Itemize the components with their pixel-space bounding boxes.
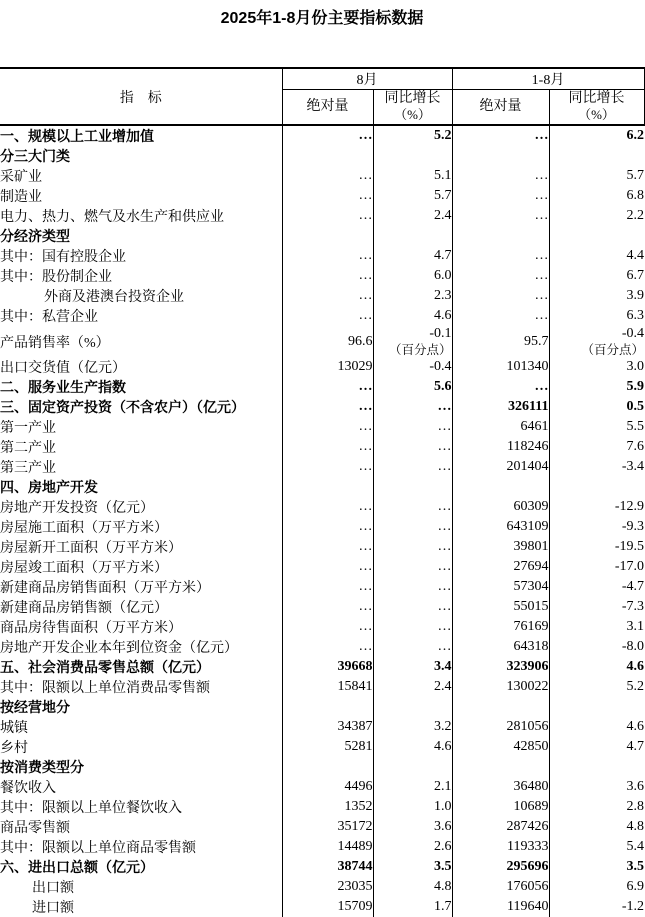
indicator-label: 其中：限额以上单位商品零售额 <box>0 837 282 857</box>
cum-absolute-value: 64318 <box>452 637 549 657</box>
table-row <box>0 537 644 557</box>
aug-yoy-value: … <box>373 517 452 537</box>
cum-yoy-value: 4.8 <box>626 819 645 835</box>
indicator-label: 按经营地分 <box>0 697 282 717</box>
table-row <box>0 617 644 637</box>
aug-yoy-value: 5.6 <box>373 377 452 397</box>
table-row <box>0 286 644 306</box>
aug-yoy-value <box>373 757 452 777</box>
cum-absolute-value <box>452 146 549 166</box>
table-row <box>0 817 644 837</box>
cum-absolute-value: … <box>452 306 549 326</box>
header-august-absolute: 绝对量 <box>282 90 373 126</box>
table-row <box>0 837 644 857</box>
indicator-label: 商品房待售面积（万平方米） <box>0 617 282 637</box>
aug-absolute-value <box>282 226 373 246</box>
indicator-label: 进口额 <box>0 897 282 917</box>
table-row <box>0 326 644 357</box>
table-row <box>0 397 644 417</box>
cum-absolute-value: 201404 <box>452 457 549 477</box>
cum-yoy-value: -3.4 <box>621 459 645 475</box>
aug-yoy-value: 2.6 <box>373 837 452 857</box>
indicator-label: 一、规模以上工业增加值 <box>0 125 282 146</box>
table-row <box>0 677 644 697</box>
table-row <box>0 857 644 877</box>
header-group-august: 8月 <box>282 68 452 90</box>
indicator-label: 六、进出口总额（亿元） <box>0 857 282 877</box>
aug-yoy-value: 3.5 <box>373 857 452 877</box>
indicator-label: 新建商品房销售额（亿元） <box>0 597 282 617</box>
cum-yoy-value: 5.5 <box>626 419 645 435</box>
indicator-label: 四、房地产开发 <box>0 477 282 497</box>
indicator-label: 五、社会消费品零售总额（亿元） <box>0 657 282 677</box>
aug-absolute-value: 23035 <box>282 877 373 897</box>
cum-yoy-value: 4.4 <box>626 248 645 263</box>
aug-absolute-value: … <box>282 537 373 557</box>
aug-absolute-value: … <box>282 457 373 477</box>
aug-yoy-value: 2.1 <box>373 777 452 797</box>
cum-yoy-value: -19.5 <box>614 539 645 555</box>
aug-yoy-value: 4.6 <box>373 737 452 757</box>
cum-absolute-value: 295696 <box>452 857 549 877</box>
table-header <box>0 68 644 125</box>
cum-absolute-value <box>452 697 549 717</box>
cum-yoy-value: -9.3 <box>621 519 645 535</box>
cum-absolute-value: 57304 <box>452 577 549 597</box>
table-row <box>0 246 644 266</box>
cum-absolute-value: 119333 <box>452 837 549 857</box>
table-row <box>0 637 644 657</box>
aug-yoy-value: 4.7 <box>373 246 452 266</box>
indicator-label: 乡村 <box>0 737 282 757</box>
unit-note: （百分点） <box>388 342 452 357</box>
cum-absolute-value: … <box>452 206 549 226</box>
aug-absolute-value: … <box>282 437 373 457</box>
aug-absolute-value: … <box>282 246 373 266</box>
cum-yoy-value <box>549 697 644 717</box>
table-row <box>0 517 644 537</box>
aug-yoy-value: 4.6 <box>373 306 452 326</box>
aug-absolute-value <box>282 757 373 777</box>
cum-absolute-value: … <box>452 266 549 286</box>
table-row <box>0 877 644 897</box>
aug-yoy-value: … <box>373 437 452 457</box>
indicator-label: 第一产业 <box>0 417 282 437</box>
table-row <box>0 657 644 677</box>
indicator-label: 产品销售率（%） <box>0 326 282 357</box>
table-row <box>0 717 644 737</box>
aug-absolute-value: 34387 <box>282 717 373 737</box>
aug-yoy-value: -0.4 <box>373 357 452 377</box>
aug-yoy-value: 2.3 <box>373 286 452 306</box>
aug-yoy-value: … <box>373 497 452 517</box>
page-title: 2025年1-8月份主要指标数据 <box>220 10 424 27</box>
aug-yoy-value: 1.7 <box>373 897 452 917</box>
aug-yoy-value <box>373 326 452 357</box>
aug-absolute-value: … <box>282 497 373 517</box>
header-indicator: 指 标 <box>0 68 282 125</box>
cum-absolute-value: 27694 <box>452 557 549 577</box>
cum-absolute-value: 76169 <box>452 617 549 637</box>
aug-absolute-value: … <box>282 637 373 657</box>
aug-absolute-value: 4496 <box>282 777 373 797</box>
cum-yoy-value: -8.0 <box>621 639 645 655</box>
table-row <box>0 226 644 246</box>
aug-absolute-value <box>282 697 373 717</box>
aug-absolute-value: 15709 <box>282 897 373 917</box>
indicator-label: 其中：股份制企业 <box>0 266 282 286</box>
cum-absolute-value: … <box>452 286 549 306</box>
aug-yoy-value: 2.4 <box>373 677 452 697</box>
aug-yoy-value: … <box>373 537 452 557</box>
indicator-label: 第三产业 <box>0 457 282 477</box>
table-row <box>0 697 644 717</box>
table-row <box>0 125 644 146</box>
aug-absolute-value: … <box>282 517 373 537</box>
cum-absolute-value: 95.7 <box>452 326 549 357</box>
indicator-label: 房屋施工面积（万平方米） <box>0 517 282 537</box>
cum-absolute-value: 130022 <box>452 677 549 697</box>
cum-yoy-value: 5.9 <box>626 379 645 395</box>
aug-yoy-value <box>373 226 452 246</box>
aug-absolute-value: … <box>282 417 373 437</box>
aug-absolute-value: 35172 <box>282 817 373 837</box>
cum-absolute-value: 281056 <box>452 717 549 737</box>
aug-absolute-value: 1352 <box>282 797 373 817</box>
indicator-label: 分经济类型 <box>0 226 282 246</box>
cum-absolute-value <box>452 477 549 497</box>
cum-absolute-value: 36480 <box>452 777 549 797</box>
aug-absolute-value <box>282 477 373 497</box>
indicator-label: 制造业 <box>0 186 282 206</box>
table-row <box>0 597 644 617</box>
indicator-label: 房地产开发企业本年到位资金（亿元） <box>0 637 282 657</box>
indicator-label: 分三大门类 <box>0 146 282 166</box>
cum-yoy-value <box>549 757 644 777</box>
table-row <box>0 577 644 597</box>
cum-yoy-value <box>549 477 644 497</box>
cum-absolute-value: … <box>452 125 549 146</box>
aug-yoy-value: … <box>373 417 452 437</box>
aug-absolute-value: … <box>282 557 373 577</box>
cum-absolute-value: … <box>452 246 549 266</box>
table-row <box>0 557 644 577</box>
cum-yoy-value <box>549 226 644 246</box>
aug-yoy-value: … <box>373 557 452 577</box>
header-august-yoy <box>373 90 452 126</box>
cum-absolute-value: 323906 <box>452 657 549 677</box>
indicator-label: 按消费类型分 <box>0 757 282 777</box>
header-jan-aug-yoy-unit: （%） <box>578 106 615 122</box>
table-row <box>0 166 644 186</box>
cum-yoy-value: 5.2 <box>626 679 645 695</box>
cum-absolute-value: 119640 <box>452 897 549 917</box>
cum-yoy-value: 6.3 <box>626 308 645 323</box>
cum-absolute-value: 39801 <box>452 537 549 557</box>
header-august-yoy-label: 同比增长 <box>384 91 441 107</box>
table-row <box>0 146 644 166</box>
aug-absolute-value: … <box>282 377 373 397</box>
table-row <box>0 186 644 206</box>
aug-absolute-value: … <box>282 186 373 206</box>
cum-absolute-value: 101340 <box>452 357 549 377</box>
cum-yoy-value: 2.8 <box>626 799 645 815</box>
aug-absolute-value: 14489 <box>282 837 373 857</box>
cum-yoy-value: 2.2 <box>626 208 645 223</box>
aug-absolute-value: 15841 <box>282 677 373 697</box>
aug-yoy-value: 2.4 <box>373 206 452 226</box>
aug-yoy-value: 5.1 <box>373 166 452 186</box>
indicator-label: 其中：限额以上单位消费品零售额 <box>0 677 282 697</box>
aug-yoy-value <box>373 697 452 717</box>
aug-yoy-value: 5.7 <box>373 186 452 206</box>
indicator-label: 城镇 <box>0 717 282 737</box>
cum-absolute-value: 287426 <box>452 817 549 837</box>
header-jan-aug-yoy <box>549 90 644 126</box>
yoy-value-line: -0.1 <box>429 326 452 342</box>
indicator-label: 外商及港澳台投资企业 <box>0 286 282 306</box>
indicator-label: 房地产开发投资（亿元） <box>0 497 282 517</box>
table-row <box>0 477 644 497</box>
aug-yoy-value: 1.0 <box>373 797 452 817</box>
aug-yoy-value: … <box>373 637 452 657</box>
table-row <box>0 206 644 226</box>
cum-absolute-value: … <box>452 166 549 186</box>
header-group-row <box>0 68 644 90</box>
cum-yoy-value: 3.5 <box>626 859 645 875</box>
table-row <box>0 437 644 457</box>
table-row <box>0 457 644 477</box>
aug-yoy-value: 3.4 <box>373 657 452 677</box>
aug-yoy-value: 4.8 <box>373 877 452 897</box>
cum-absolute-value <box>452 226 549 246</box>
indicators-table <box>0 67 645 917</box>
aug-absolute-value: … <box>282 286 373 306</box>
indicator-label: 采矿业 <box>0 166 282 186</box>
aug-absolute-value: … <box>282 125 373 146</box>
aug-yoy-value <box>373 146 452 166</box>
aug-yoy-value: 3.2 <box>373 717 452 737</box>
aug-absolute-value: … <box>282 617 373 637</box>
cum-absolute-value: 6461 <box>452 417 549 437</box>
table-row <box>0 737 644 757</box>
table-row <box>0 777 644 797</box>
cum-yoy-value: -17.0 <box>614 559 645 575</box>
cum-yoy-value: 3.0 <box>626 359 645 375</box>
header-august-yoy-unit: （%） <box>394 106 431 122</box>
aug-absolute-value: 39668 <box>282 657 373 677</box>
cum-yoy-value: -12.9 <box>614 499 645 515</box>
indicator-label: 三、固定资产投资（不含农户）（亿元） <box>0 397 282 417</box>
aug-absolute-value: … <box>282 266 373 286</box>
cum-yoy-value: 4.7 <box>626 739 645 755</box>
aug-absolute-value: 5281 <box>282 737 373 757</box>
cum-yoy-value: 3.1 <box>626 619 645 635</box>
table-row <box>0 757 644 777</box>
cum-yoy-value: -7.3 <box>621 599 645 615</box>
header-jan-aug-absolute: 绝对量 <box>452 90 549 126</box>
cum-yoy-value <box>549 326 644 357</box>
aug-yoy-value: … <box>373 617 452 637</box>
cum-yoy-value: 3.9 <box>626 288 645 303</box>
aug-absolute-value: 13029 <box>282 357 373 377</box>
indicator-label: 第二产业 <box>0 437 282 457</box>
indicator-label: 出口交货值（亿元） <box>0 357 282 377</box>
cum-yoy-value: 5.7 <box>626 168 645 183</box>
cum-yoy-value: 0.5 <box>626 399 645 415</box>
aug-absolute-value: … <box>282 306 373 326</box>
cum-yoy-value: 6.8 <box>626 188 645 203</box>
table-body <box>0 125 644 917</box>
table-row <box>0 897 644 917</box>
unit-note: （百分点） <box>581 342 645 357</box>
aug-absolute-value: … <box>282 597 373 617</box>
cum-yoy-value: 4.6 <box>626 659 645 675</box>
table-row <box>0 306 644 326</box>
cum-absolute-value: … <box>452 186 549 206</box>
aug-absolute-value: … <box>282 577 373 597</box>
aug-absolute-value: … <box>282 397 373 417</box>
indicator-label: 房屋竣工面积（万平方米） <box>0 557 282 577</box>
aug-absolute-value: … <box>282 166 373 186</box>
indicator-label: 新建商品房销售面积（万平方米） <box>0 577 282 597</box>
aug-absolute-value: … <box>282 206 373 226</box>
cum-absolute-value: 176056 <box>452 877 549 897</box>
cum-absolute-value: 118246 <box>452 437 549 457</box>
table-row <box>0 266 644 286</box>
indicator-label: 商品零售额 <box>0 817 282 837</box>
cum-absolute-value: 10689 <box>452 797 549 817</box>
cum-absolute-value: 326111 <box>452 397 549 417</box>
cum-yoy-value: 7.6 <box>626 439 645 455</box>
indicator-label: 其中：私营企业 <box>0 306 282 326</box>
indicator-label: 其中：国有控股企业 <box>0 246 282 266</box>
cum-absolute-value: … <box>452 377 549 397</box>
yoy-value-line: -0.4 <box>621 326 645 342</box>
indicator-label: 其中：限额以上单位餐饮收入 <box>0 797 282 817</box>
header-group-jan-aug: 1-8月 <box>452 68 644 90</box>
cum-absolute-value <box>452 757 549 777</box>
cum-yoy-value: 5.4 <box>626 839 645 855</box>
indicator-label: 出口额 <box>0 877 282 897</box>
cum-yoy-value: 3.6 <box>626 779 645 795</box>
indicator-label: 餐饮收入 <box>0 777 282 797</box>
table-row <box>0 497 644 517</box>
cum-absolute-value: 42850 <box>452 737 549 757</box>
table-row <box>0 377 644 397</box>
aug-yoy-value: … <box>373 397 452 417</box>
aug-absolute-value: 96.6 <box>282 326 373 357</box>
aug-absolute-value <box>282 146 373 166</box>
cum-yoy-value: 6.7 <box>626 268 645 283</box>
cum-yoy-value: -1.2 <box>621 899 645 915</box>
aug-yoy-value: … <box>373 597 452 617</box>
cum-yoy-value: -4.7 <box>621 579 645 595</box>
cum-yoy-value: 6.2 <box>626 128 645 143</box>
cum-yoy-value: 4.6 <box>626 719 645 735</box>
cum-yoy-value <box>549 146 644 166</box>
cum-absolute-value: 55015 <box>452 597 549 617</box>
aug-yoy-value <box>373 477 452 497</box>
table-row <box>0 797 644 817</box>
aug-yoy-value: 6.0 <box>373 266 452 286</box>
indicator-label: 电力、热力、燃气及水生产和供应业 <box>0 206 282 226</box>
cum-yoy-value: 6.9 <box>626 879 645 895</box>
aug-yoy-value: 5.2 <box>373 125 452 146</box>
aug-yoy-value: … <box>373 457 452 477</box>
cum-absolute-value: 643109 <box>452 517 549 537</box>
aug-yoy-value: … <box>373 577 452 597</box>
indicator-label: 房屋新开工面积（万平方米） <box>0 537 282 557</box>
cum-absolute-value: 60309 <box>452 497 549 517</box>
header-jan-aug-yoy-label: 同比增长 <box>568 91 625 107</box>
indicator-label: 二、服务业生产指数 <box>0 377 282 397</box>
aug-yoy-value: 3.6 <box>373 817 452 837</box>
table-row <box>0 357 644 377</box>
table-row <box>0 417 644 437</box>
aug-absolute-value: 38744 <box>282 857 373 877</box>
